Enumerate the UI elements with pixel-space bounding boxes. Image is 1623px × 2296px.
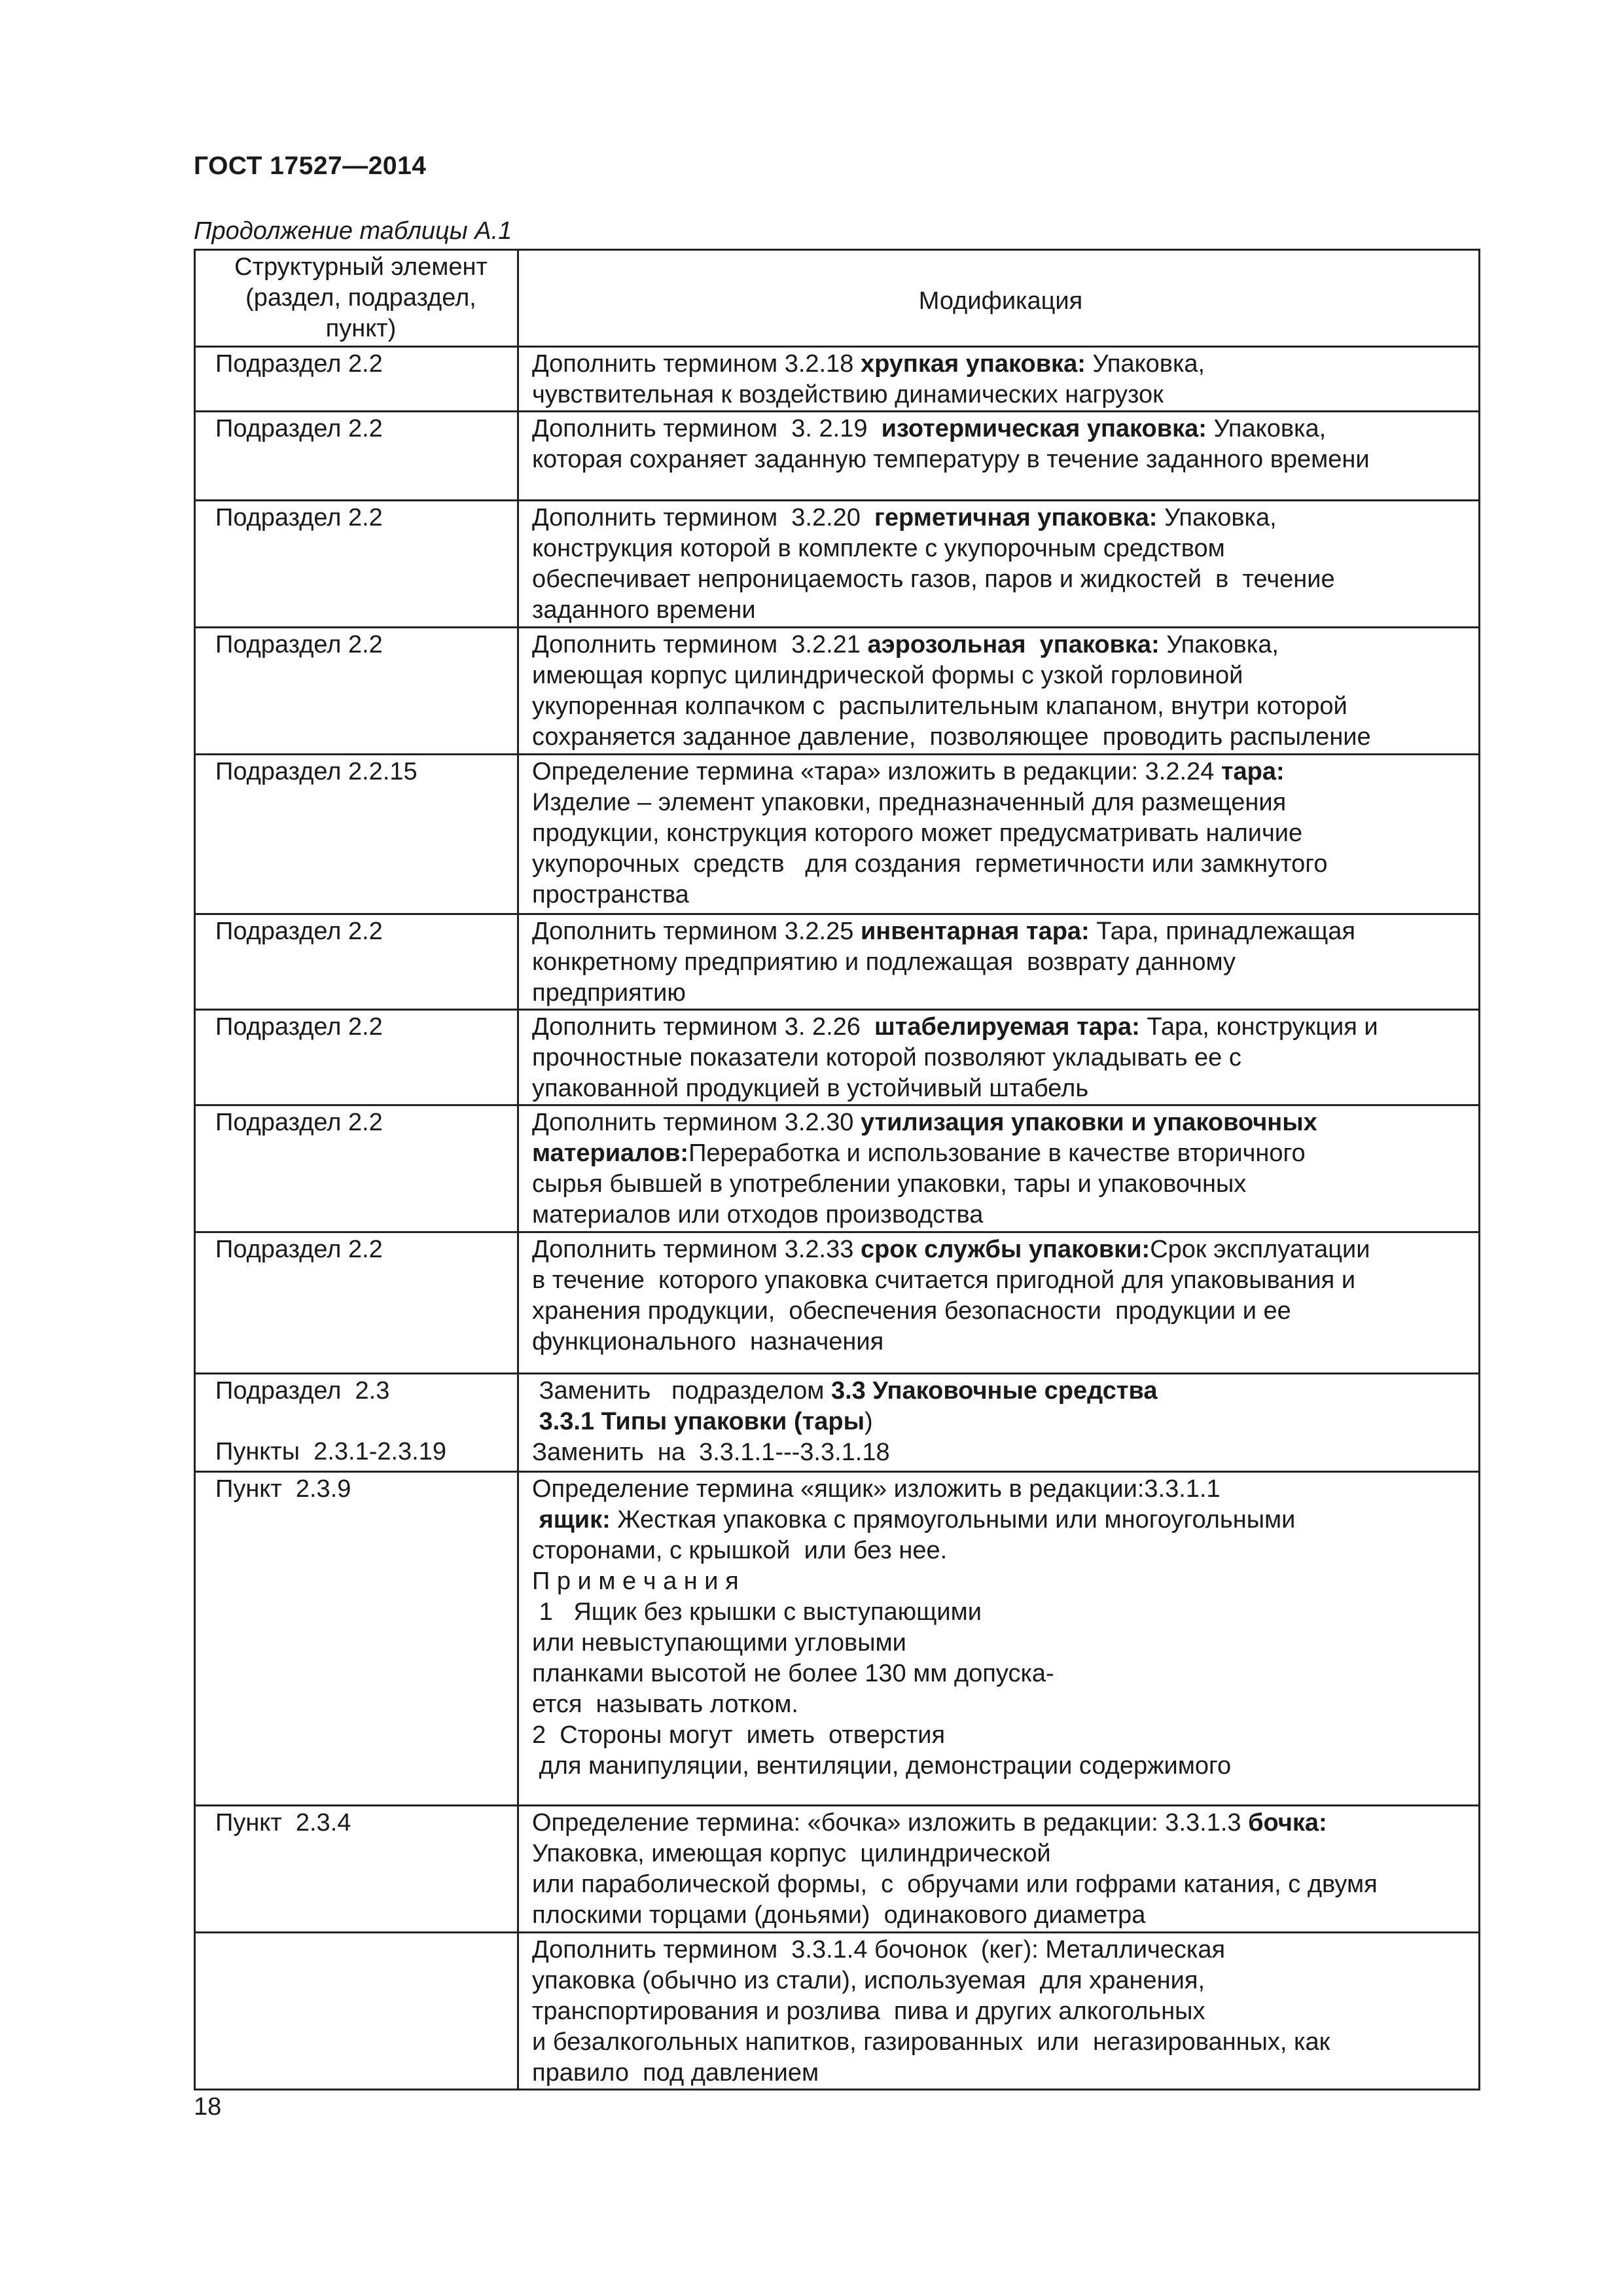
modification-text: Упаковка, имеющая корпус цилиндрической (532, 1840, 1051, 1867)
term-name: аэрозольная упаковка: (867, 631, 1160, 658)
term-name: изотермическая упаковка: (881, 415, 1207, 442)
structural-element-text: Пункт 2.3.4 (215, 1809, 351, 1837)
modification-line (532, 916, 1469, 947)
header-modification-label: Модификация (918, 287, 1083, 315)
modification-text: Переработка и использование в качестве вторичного (688, 1139, 1306, 1167)
modification-text: для манипуляции, вентиляции, демонстрации содержимого (532, 1752, 1232, 1780)
modification-line (532, 1073, 1469, 1104)
modification-cell (518, 914, 1480, 1010)
structural-element-cell (195, 1105, 518, 1232)
modification-text: Определение термина: «бочка» изложить в редакции: 3.3.1.3 (532, 1809, 1249, 1837)
structural-element-text: Подраздел 2.3 (215, 1377, 390, 1405)
modification-text: Упаковка, (1206, 415, 1327, 442)
modification-text: чувствительная к воздействию динамических нагрузок (532, 381, 1164, 408)
header-structural-element (195, 250, 518, 347)
modification-line (532, 1407, 1469, 1437)
modification-line (532, 444, 1469, 475)
modification-text: Заменить на 3.3.1.1---3.3.1.18 (532, 1439, 890, 1466)
modification-cell (518, 347, 1480, 412)
modification-text: материалов или отходов производства (532, 1201, 984, 1229)
modification-line (532, 1597, 1469, 1628)
table-row (195, 1472, 1480, 1806)
modification-line (532, 503, 1469, 533)
structural-element-text: Подраздел 2.2 (215, 504, 383, 531)
modification-line (532, 349, 1469, 380)
table-row (195, 412, 1480, 501)
modification-text: 1 Ящик без крышки с выступающими (532, 1598, 982, 1626)
modification-line (532, 1200, 1469, 1230)
modification-text: сохраняется заданное давление, позволяющее проводить распыление (532, 723, 1371, 751)
table-body (195, 250, 1480, 2090)
table-row (195, 1806, 1480, 1933)
modification-line (532, 757, 1469, 787)
table-row (195, 755, 1480, 914)
modification-cell (518, 501, 1480, 628)
modification-text: предприятию (532, 979, 686, 1007)
modification-text: Тара, принадлежащая (1089, 918, 1355, 945)
structural-element-cell (195, 1472, 518, 1806)
modification-text: заданного времени (532, 596, 756, 624)
modification-line (532, 1965, 1469, 1996)
structural-element-cell (195, 914, 518, 1010)
modification-line (532, 1900, 1469, 1931)
modification-text: хранения продукции, обеспечения безопасности продукции и ее (532, 1297, 1291, 1325)
modification-text: прочностные показатели которой позволяют укладывать ее с (532, 1044, 1241, 1071)
structural-element-cell (195, 412, 518, 501)
modification-line (532, 2058, 1469, 2089)
modification-cell (518, 1374, 1480, 1472)
term-name: тара: (1221, 758, 1285, 785)
modification-line (532, 1935, 1469, 1965)
modification-line (532, 1839, 1469, 1869)
structural-element-text: Подраздел 2.2 (215, 918, 383, 945)
modification-text: Дополнить термином 3.2.20 (532, 504, 875, 531)
table-row (195, 1010, 1480, 1105)
modification-cell (518, 412, 1480, 501)
structural-element-cell (195, 755, 518, 914)
table-row (195, 347, 1480, 412)
term-name: хрупкая упаковка: (860, 350, 1086, 378)
modification-line (532, 1437, 1469, 1468)
modification-line (532, 1996, 1469, 2027)
modification-text: упаковка (обычно из стали), используемая для хранения, (532, 1967, 1205, 1994)
term-name: бочка: (1248, 1809, 1327, 1837)
modification-line (532, 595, 1469, 626)
modification-line (532, 1107, 1469, 1138)
modification-text: Заменить подразделом (532, 1377, 831, 1405)
modification-line (532, 1327, 1469, 1357)
modification-text: Изделие – элемент упаковки, предназначенный для размещения (532, 789, 1287, 816)
modification-text: правило под давлением (532, 2059, 819, 2087)
table-row (195, 1933, 1480, 2090)
modification-text: транспортирования и розлива пива и других алкогольных (532, 1998, 1205, 2025)
structural-element-text: Подраздел 2.2 (215, 631, 383, 658)
term-name: 3.3 Упаковочные средства (830, 1377, 1158, 1405)
modification-text: упакованной продукцией в устойчивый штабель (532, 1075, 1089, 1102)
modification-text: или невыступающими угловыми (532, 1629, 906, 1657)
modification-text: Дополнить термином 3.2.21 (532, 631, 868, 658)
modification-text: Дополнить термином 3.3.1.4 бочонок (кег): Металлическая (532, 1936, 1226, 1964)
modification-text: Срок эксплуатации (1150, 1236, 1370, 1263)
modification-line (532, 1566, 1469, 1597)
modification-text: Дополнить термином 3. 2.26 (532, 1013, 875, 1041)
structural-element-text: Пункт 2.3.9 (215, 1475, 351, 1503)
modification-text: или параболической формы, с обручами или гофрами катания, с двумя (532, 1871, 1378, 1898)
modification-text: плоскими торцами (доньями) одинакового диаметра (532, 1901, 1146, 1929)
structural-element-text: Подраздел 2.2 (215, 415, 383, 442)
spacer (215, 1407, 507, 1437)
modification-cell (518, 1010, 1480, 1105)
structural-element-cell (195, 1933, 518, 2090)
structural-element-text: Подраздел 2.2 (215, 1013, 383, 1041)
structural-element-cell (195, 501, 518, 628)
modification-text: продукции, конструкция которого может предусматривать наличие (532, 819, 1303, 847)
structural-element-text: Пункты 2.3.1-2.3.19 (215, 1438, 447, 1465)
table-row (195, 1374, 1480, 1472)
document-code: ГОСТ 17527—2014 (194, 152, 427, 180)
modification-text: конкретному предприятию и подлежащая возврату данному (532, 948, 1236, 976)
header-structural-element-line: (раздел, подраздел, (245, 284, 476, 312)
term-name: срок службы упаковки: (860, 1236, 1150, 1263)
modification-line (532, 1505, 1469, 1535)
modification-line (532, 2027, 1469, 2058)
term-name: 3.3.1 Типы упаковки (тары (532, 1408, 865, 1435)
modification-text: имеющая корпус цилиндрической формы с узкой горловиной (532, 662, 1243, 689)
modification-text: сторонами, с крышкой или без нее. (532, 1537, 948, 1564)
modification-cell (518, 1472, 1480, 1806)
modification-text: ) (865, 1408, 873, 1435)
modification-line (532, 1169, 1469, 1200)
structural-element-cell (195, 1374, 518, 1472)
modification-text: конструкция которой в комплекте с укупорочным средством (532, 535, 1225, 562)
table-row (195, 628, 1480, 755)
page-number: 18 (194, 2093, 222, 2121)
header-structural-element-line: пункт) (325, 315, 397, 342)
modification-text: ется называть лотком. (532, 1691, 798, 1718)
modification-text: 2 Стороны могут иметь отверстия (532, 1721, 946, 1749)
modification-text: пространства (532, 881, 689, 908)
table-row (195, 914, 1480, 1010)
modification-text: укупоренная колпачком с распылительным клапаном, внутри которой (532, 692, 1347, 720)
modification-text: Дополнить термином 3.2.18 (532, 350, 861, 378)
modification-cell (518, 1232, 1480, 1374)
modification-line (532, 1043, 1469, 1073)
structural-element-cell (195, 628, 518, 755)
modification-line (532, 1296, 1469, 1327)
term-name: штабелируемая тара: (874, 1013, 1140, 1041)
modification-line (532, 1474, 1469, 1505)
modification-text: П р и м е ч а н и я (532, 1568, 739, 1595)
modification-text: Упаковка, (1085, 350, 1205, 378)
amendments-table (194, 249, 1480, 2090)
modification-line (532, 630, 1469, 660)
modification-text: Упаковка, (1157, 504, 1277, 531)
modification-cell (518, 755, 1480, 914)
modification-line (532, 1720, 1469, 1751)
table-header-row (195, 250, 1480, 347)
modification-line (532, 1659, 1469, 1689)
modification-text: планками высотой не более 130 мм допуска- (532, 1660, 1054, 1687)
modification-text: Дополнить термином 3.2.30 (532, 1109, 861, 1136)
modification-line (532, 1012, 1469, 1043)
header-structural-element-line: Структурный элемент (234, 253, 488, 281)
modification-line (532, 1265, 1469, 1296)
structural-element-cell (195, 1010, 518, 1105)
table-row (195, 1105, 1480, 1232)
modification-line (532, 1628, 1469, 1659)
modification-line (532, 1689, 1469, 1720)
modification-line (532, 818, 1469, 849)
modification-cell (518, 1806, 1480, 1933)
table-row (195, 501, 1480, 628)
modification-line (532, 722, 1469, 753)
modification-line (532, 564, 1469, 595)
modification-cell (518, 628, 1480, 755)
modification-line (532, 947, 1469, 978)
modification-line (532, 1751, 1469, 1782)
modification-text: в течение которого упаковка считается пригодной для упаковывания и (532, 1266, 1356, 1294)
modification-line (532, 1808, 1469, 1839)
modification-text: обеспечивает непроницаемость газов, паров и жидкостей в течение (532, 565, 1335, 593)
modification-text: Тара, конструкция и (1139, 1013, 1378, 1041)
modification-cell (518, 1105, 1480, 1232)
modification-text: сырья бывшей в употреблении упаковки, тары и упаковочных (532, 1170, 1247, 1198)
modification-line (532, 691, 1469, 722)
term-name: инвентарная тара: (860, 918, 1090, 945)
modification-line (532, 1376, 1469, 1407)
modification-line (532, 533, 1469, 564)
modification-line (532, 787, 1469, 818)
modification-text: Жесткая упаковка с прямоугольными или многоугольными (610, 1506, 1296, 1534)
modification-line (532, 414, 1469, 444)
modification-line (532, 660, 1469, 691)
structural-element-cell (195, 347, 518, 412)
structural-element-text: Подраздел 2.2 (215, 1109, 383, 1136)
modification-text: и безалкогольных напитков, газированных или негазированных, как (532, 2028, 1330, 2056)
modification-line (532, 1869, 1469, 1900)
modification-text: укупорочных средств для создания герметичности или замкнутого (532, 850, 1328, 878)
modification-text: Упаковка, (1159, 631, 1279, 658)
header-modification (518, 250, 1480, 347)
term-name: материалов: (532, 1139, 689, 1167)
structural-element-text: Подраздел 2.2.15 (215, 758, 418, 785)
term-name: ящик: (532, 1506, 611, 1534)
modification-line (532, 1535, 1469, 1566)
modification-line (532, 849, 1469, 880)
modification-line (532, 880, 1469, 910)
structural-element-cell (195, 1806, 518, 1933)
term-name: герметичная упаковка: (874, 504, 1158, 531)
modification-line (532, 380, 1469, 410)
modification-text: функционального назначения (532, 1328, 884, 1355)
modification-cell (518, 1933, 1480, 2090)
modification-text: Определение термина «тара» изложить в редакции: 3.2.24 (532, 758, 1221, 785)
modification-line (532, 978, 1469, 1009)
structural-element-cell (195, 1232, 518, 1374)
modification-text: Определение термина «ящик» изложить в редакции:3.3.1.1 (532, 1475, 1221, 1503)
structural-element-text: Подраздел 2.2 (215, 1236, 383, 1263)
modification-text: Дополнить термином 3.2.33 (532, 1236, 861, 1263)
table-row (195, 1232, 1480, 1374)
modification-text: Дополнить термином 3. 2.19 (532, 415, 882, 442)
modification-text: которая сохраняет заданную температуру в течение заданного времени (532, 446, 1370, 473)
structural-element-text: Подраздел 2.2 (215, 350, 383, 378)
table-caption: Продолжение таблицы А.1 (194, 217, 512, 245)
modification-line (532, 1138, 1469, 1169)
modification-text: Дополнить термином 3.2.25 (532, 918, 861, 945)
term-name: утилизация упаковки и упаковочных (860, 1109, 1317, 1136)
modification-line (532, 1234, 1469, 1265)
